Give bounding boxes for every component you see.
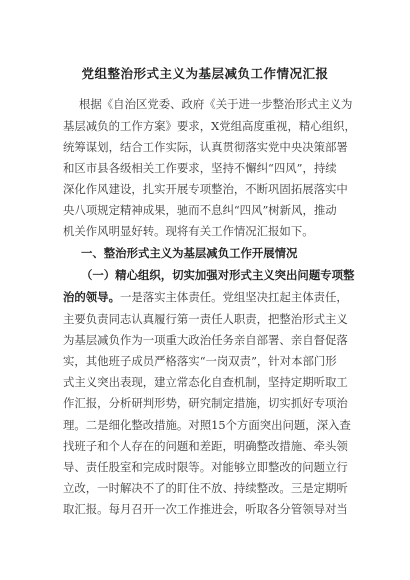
- body-line-3: 实，其他班子成员严格落实“一岗双责”，针对本部门形: [63, 354, 337, 368]
- intro-line-7: 机关作风明显好转。现将有关工作情况汇报如下。: [63, 224, 314, 238]
- section-heading: 一、整治形式主义为基层减负工作开展情况: [81, 246, 298, 260]
- subsection-heading-end: 治的领导。: [63, 290, 120, 304]
- subsection-heading: （一）精心组织，切实加强对形式主义突出问题专项整: [81, 268, 355, 282]
- body-line-4: 式主义突出表现，建立常态化自查机制，坚持定期听取工: [63, 375, 348, 389]
- body-line-8: 导、责任股室和完成时限等。对能够立即整改的问题立行: [63, 460, 348, 474]
- intro-line-4: 和区市县各级相关工作要求，坚持不懈纠“四风”，持续: [63, 161, 337, 175]
- intro-line-6: 央八项规定精神成果，驰而不息纠“四风”树新风，推动: [63, 203, 337, 217]
- body-line-5: 作汇报，分析研判形势，研究制定措施，切实抓好专项治: [63, 396, 348, 410]
- body-line-intro: 一是落实主体责任。党组坚决扛起主体责任，: [119, 290, 348, 304]
- intro-line-5: 深化作风建设，扎实开展专项整治，不断巩固拓展落实中: [63, 182, 348, 196]
- body-line-9: 立改，一时解决不了的盯住不放、持续整改。三是定期听: [63, 481, 348, 495]
- body-line-7: 找班子和个人存在的问题和差距，明确整改措施、牵头领: [63, 439, 348, 453]
- intro-line-1: 根据《自治区党委、政府《关于进一步整治形式主义为: [79, 97, 353, 111]
- body-line-6: 理。二是细化整改措施。对照15个方面突出问题，深入查: [63, 418, 351, 432]
- body-line-10: 取汇报。每月召开一次工作推进会，听取各分管领导对当: [63, 502, 348, 516]
- body-line-2: 为基层减负作为一项重大政治任务亲自部署、亲自督促落: [63, 333, 348, 347]
- intro-line-3: 统筹谋划，结合工作实际，认真贯彻落实党中央决策部署: [63, 140, 348, 154]
- intro-line-2: 基层减负的工作方案》要求，X党组高度重视，精心组织，: [63, 119, 356, 133]
- body-line-1: 主要负责同志认真履行第一责任人职责，把整治形式主义: [63, 312, 348, 326]
- document-title: 党组整治形式主义为基层减负工作情况汇报: [81, 66, 329, 81]
- subsection-heading-continuation: [63, 290, 348, 304]
